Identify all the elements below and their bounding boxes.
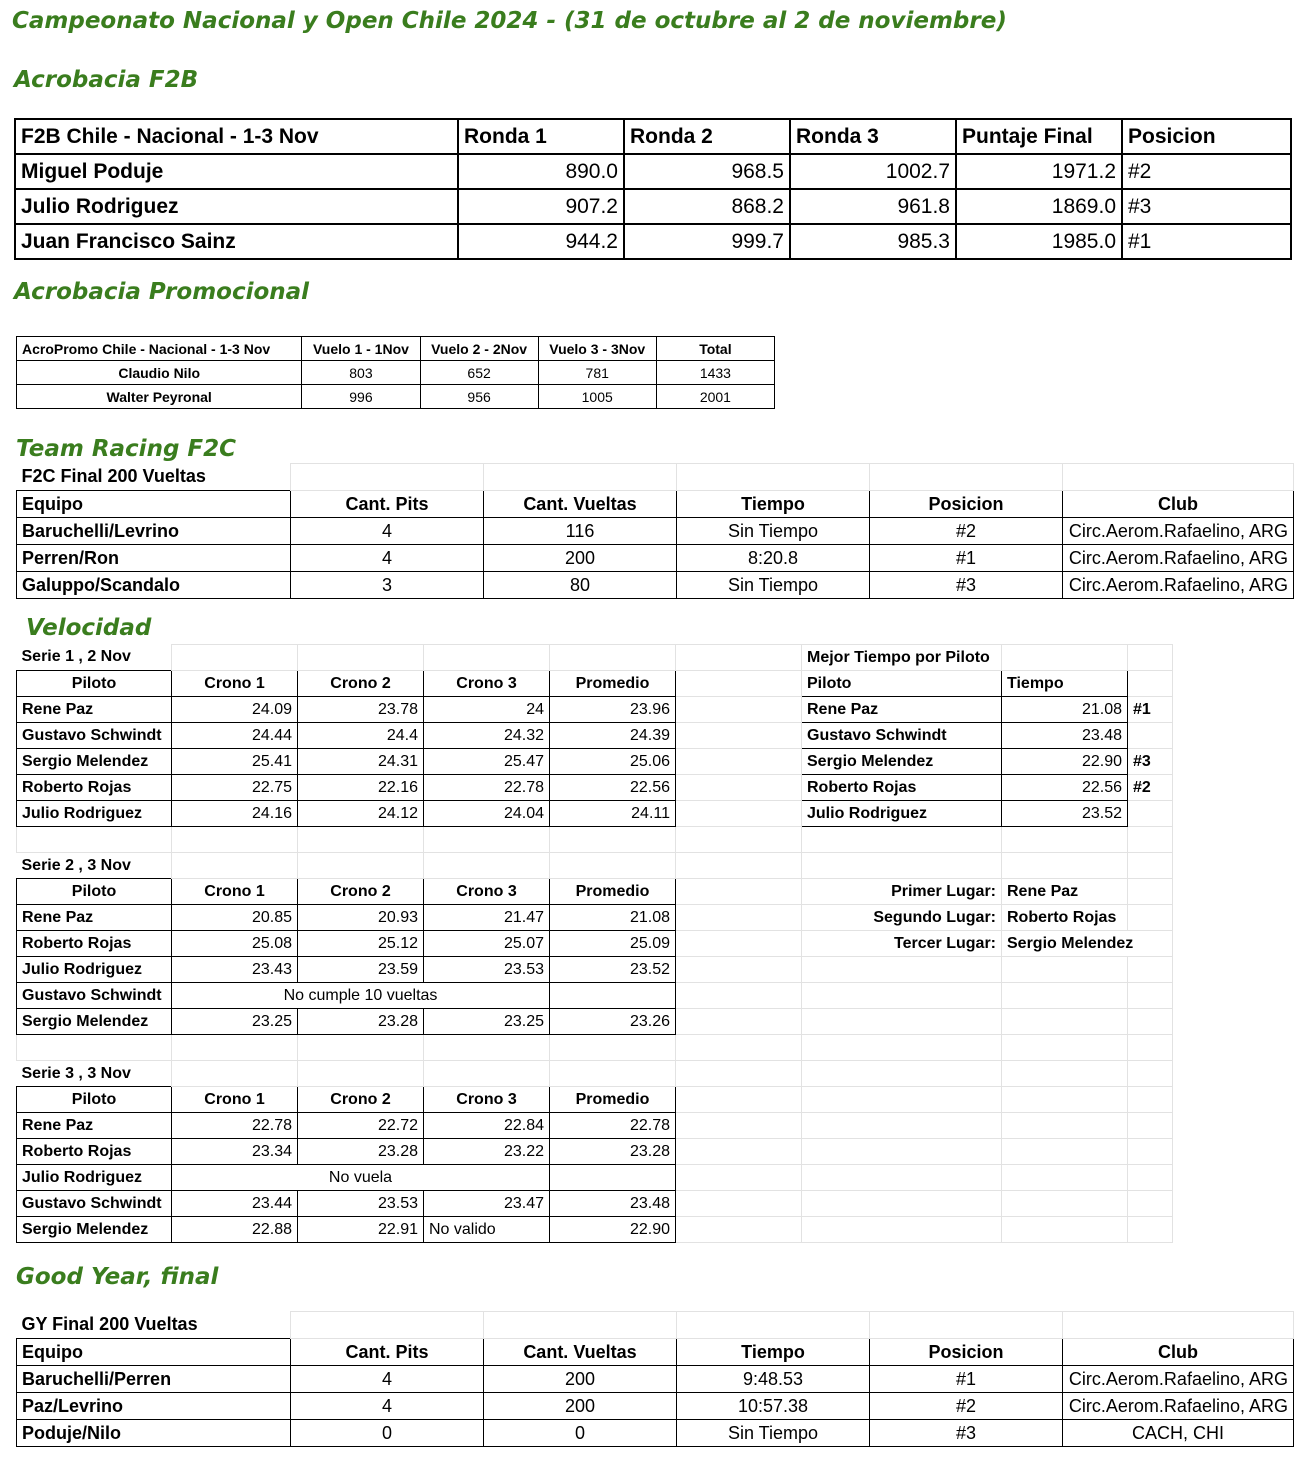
table-cell: 20.93 (298, 905, 424, 931)
table-cell: Julio Rodriguez (17, 957, 172, 983)
table-cell: 23.52 (550, 957, 676, 983)
table-cell: Circ.Aerom.Rafaelino, ARG (1063, 518, 1294, 545)
table-cell: #3 (870, 572, 1063, 599)
table-header-row (17, 491, 1294, 518)
table-caption: GY Final 200 Vueltas (21, 1314, 198, 1335)
podio-label: Primer Lugar: (802, 879, 1002, 905)
table-header-row (17, 1339, 1294, 1366)
table-cell: 23.96 (550, 697, 676, 723)
table-cell: Roberto Rojas (17, 1139, 172, 1165)
table-cell: Sergio Melendez (17, 1217, 172, 1243)
table-cell: 4 (291, 545, 484, 572)
table-cell: Rene Paz (802, 697, 1002, 723)
table-cell: Julio Rodriguez (802, 801, 1002, 827)
table-header-row (17, 337, 775, 361)
table-cell: 868.2 (624, 189, 790, 224)
table-cell: Claudio Nilo (17, 361, 302, 385)
table-cell: Rene Paz (17, 905, 172, 931)
promo-table (16, 336, 775, 409)
table-header: Promedio (550, 879, 676, 905)
table-header: Club (1063, 491, 1294, 518)
table-cell: 1002.7 (790, 154, 956, 189)
table-row (17, 801, 1173, 827)
table-cell: 24.44 (172, 723, 298, 749)
table-cell: 200 (484, 545, 677, 572)
table-cell: 4 (291, 518, 484, 545)
table-cell: 23.26 (550, 1009, 676, 1035)
table-header: Tiempo (677, 491, 870, 518)
table-row (17, 957, 1173, 983)
table-cell: 24.39 (550, 723, 676, 749)
table-cell: 23.28 (298, 1009, 424, 1035)
table-cell: 9:48.53 (677, 1366, 870, 1393)
table-cell: 25.09 (550, 931, 676, 957)
page-title: Campeonato Nacional y Open Chile 2024 - (31 de octubre al 2 de noviembre) (12, 8, 1007, 34)
table-row (17, 905, 1173, 931)
table-header: Crono 2 (298, 671, 424, 697)
table-cell: 21.08 (1002, 697, 1128, 723)
table-row (17, 749, 1173, 775)
table-header: F2B Chile - Nacional - 1-3 Nov (15, 119, 458, 154)
table-cell: 961.8 (790, 189, 956, 224)
table-header: Promedio (550, 671, 676, 697)
table-cell: 24.32 (424, 723, 550, 749)
table-header-row (15, 119, 1291, 154)
table-row (17, 1393, 1294, 1420)
section-heading-velocidad: Velocidad (26, 615, 152, 641)
table-cell: 24.31 (298, 749, 424, 775)
section-heading-f2b: Acrobacia F2B (14, 67, 199, 93)
table-cell: #1 (870, 545, 1063, 572)
table-header: Crono 3 (424, 1087, 550, 1113)
table-row (17, 1217, 1173, 1243)
table-cell: 968.5 (624, 154, 790, 189)
table-header: Piloto (802, 671, 1002, 697)
table-cell: 2001 (656, 385, 774, 409)
table-header: Vuelo 1 - 1Nov (302, 337, 420, 361)
table-header: Posicion (870, 1339, 1063, 1366)
table-cell: 20.85 (172, 905, 298, 931)
table-header: Equipo (17, 491, 291, 518)
table-cell: 24.09 (172, 697, 298, 723)
table-cell: Circ.Aerom.Rafaelino, ARG (1063, 1366, 1294, 1393)
section-heading-f2c: Team Racing F2C (16, 436, 237, 462)
table-cell: 3 (291, 572, 484, 599)
table-row (17, 723, 1173, 749)
table-row (15, 189, 1291, 224)
table-cell: #2 (1122, 154, 1291, 189)
table-header: AcroPromo Chile - Nacional - 1-3 Nov (17, 337, 302, 361)
velocidad-sheet (16, 644, 1173, 1243)
table-cell: 23.34 (172, 1139, 298, 1165)
serie2-caption: Serie 2 , 3 Nov (21, 856, 131, 874)
table-row (17, 1139, 1173, 1165)
table-cell: Circ.Aerom.Rafaelino, ARG (1063, 545, 1294, 572)
table-cell: 25.47 (424, 749, 550, 775)
table-header: Crono 2 (298, 1087, 424, 1113)
table-cell: 23.48 (550, 1191, 676, 1217)
table-row (17, 931, 1173, 957)
table-cell: Sin Tiempo (677, 572, 870, 599)
table-cell: 116 (484, 518, 677, 545)
table-header: Piloto (17, 879, 172, 905)
table-cell: 23.52 (1002, 801, 1128, 827)
table-header: Posicion (870, 491, 1063, 518)
table-header: Vuelo 3 - 3Nov (538, 337, 656, 361)
table-cell: 25.07 (424, 931, 550, 957)
table-cell: Poduje/Nilo (17, 1420, 291, 1447)
table-cell: 0 (484, 1420, 677, 1447)
table-cell: Sin Tiempo (677, 518, 870, 545)
podio-label: Segundo Lugar: (802, 905, 1002, 931)
table-cell: Juan Francisco Sainz (15, 224, 458, 259)
table-cell: 23.43 (172, 957, 298, 983)
table-header: Posicion (1122, 119, 1291, 154)
section-heading-promo: Acrobacia Promocional (14, 279, 310, 305)
table-cell: 23.28 (550, 1139, 676, 1165)
table-cell: 23.53 (298, 1191, 424, 1217)
table-cell: #3 (1122, 189, 1291, 224)
table-cell: Perren/Ron (17, 545, 291, 572)
table-header: Crono 1 (172, 879, 298, 905)
f2c-table (16, 463, 1294, 599)
table-cell: 1869.0 (956, 189, 1122, 224)
table-cell: 24 (424, 697, 550, 723)
table-row (15, 224, 1291, 259)
table-header: Club (1063, 1339, 1294, 1366)
rank-label: #2 (1128, 775, 1173, 801)
mejor-caption: Mejor Tiempo por Piloto (802, 645, 1002, 671)
table-cell: 956 (420, 385, 538, 409)
table-row (17, 361, 775, 385)
table-row (17, 983, 1173, 1009)
table-header: Cant. Vueltas (484, 491, 677, 518)
table-cell: 907.2 (458, 189, 624, 224)
table-row (17, 1113, 1173, 1139)
table-header: Crono 2 (298, 879, 424, 905)
table-header: Vuelo 2 - 2Nov (420, 337, 538, 361)
table-cell: 10:57.38 (677, 1393, 870, 1420)
section-heading-gy: Good Year, final (16, 1264, 219, 1290)
table-cell: 0 (291, 1420, 484, 1447)
table-caption: F2C Final 200 Vueltas (21, 466, 206, 487)
table-cell: 24.12 (298, 801, 424, 827)
table-header: Cant. Pits (291, 1339, 484, 1366)
table-cell: Sergio Melendez (17, 749, 172, 775)
table-cell: 1005 (538, 385, 656, 409)
table-cell: Gustavo Schwindt (17, 723, 172, 749)
table-header: Total (656, 337, 774, 361)
table-header: Ronda 2 (624, 119, 790, 154)
table-cell: #2 (870, 518, 1063, 545)
table-cell: 23.25 (172, 1009, 298, 1035)
podio-label: Tercer Lugar: (802, 931, 1002, 957)
table-cell: Julio Rodriguez (15, 189, 458, 224)
table-cell: 25.08 (172, 931, 298, 957)
table-cell: 25.12 (298, 931, 424, 957)
table-header: Crono 3 (424, 879, 550, 905)
table-cell-note: No cumple 10 vueltas (172, 983, 550, 1009)
table-cell: Gustavo Schwindt (17, 983, 172, 1009)
table-cell: No valido (424, 1217, 550, 1243)
table-cell: 22.72 (298, 1113, 424, 1139)
table-cell: Julio Rodriguez (17, 1165, 172, 1191)
table-row (17, 775, 1173, 801)
rank-label (1128, 801, 1173, 827)
table-row (17, 545, 1294, 572)
table-header: Crono 3 (424, 671, 550, 697)
table-cell: 23.48 (1002, 723, 1128, 749)
table-cell: 944.2 (458, 224, 624, 259)
table-cell: Rene Paz (17, 697, 172, 723)
table-cell: 23.78 (298, 697, 424, 723)
table-cell: 200 (484, 1393, 677, 1420)
rank-label: #1 (1128, 697, 1173, 723)
table-cell: 22.56 (550, 775, 676, 801)
table-cell: Circ.Aerom.Rafaelino, ARG (1063, 1393, 1294, 1420)
table-header: Ronda 1 (458, 119, 624, 154)
table-cell: 22.75 (172, 775, 298, 801)
table-cell: Baruchelli/Perren (17, 1366, 291, 1393)
table-cell: Baruchelli/Levrino (17, 518, 291, 545)
table-cell: CACH, CHI (1063, 1420, 1294, 1447)
table-row (17, 1165, 1173, 1191)
table-cell: 22.90 (550, 1217, 676, 1243)
table-cell: 22.84 (424, 1113, 550, 1139)
table-cell: 4 (291, 1393, 484, 1420)
table-cell: 781 (538, 361, 656, 385)
table-cell: 23.25 (424, 1009, 550, 1035)
table-cell: Gustavo Schwindt (17, 1191, 172, 1217)
table-cell: 25.06 (550, 749, 676, 775)
table-caption-row (17, 1312, 1294, 1339)
table-header: Promedio (550, 1087, 676, 1113)
table-header: Piloto (17, 1087, 172, 1113)
serie3-caption: Serie 3 , 3 Nov (21, 1064, 131, 1082)
table-row (17, 572, 1294, 599)
table-cell: Sin Tiempo (677, 1420, 870, 1447)
table-header: Crono 1 (172, 671, 298, 697)
table-cell: Walter Peyronal (17, 385, 302, 409)
table-cell: 80 (484, 572, 677, 599)
table-cell: 22.78 (424, 775, 550, 801)
table-row (17, 697, 1173, 723)
f2b-table (14, 118, 1292, 260)
table-cell: Julio Rodriguez (17, 801, 172, 827)
table-cell: 803 (302, 361, 420, 385)
table-header: Puntaje Final (956, 119, 1122, 154)
table-cell: 23.53 (424, 957, 550, 983)
table-cell: 1985.0 (956, 224, 1122, 259)
table-row (17, 1191, 1173, 1217)
table-cell: 23.22 (424, 1139, 550, 1165)
table-cell: 21.47 (424, 905, 550, 931)
table-cell: 23.47 (424, 1191, 550, 1217)
podio-value: Rene Paz (1002, 879, 1128, 905)
table-cell: 985.3 (790, 224, 956, 259)
table-caption-row (17, 464, 1294, 491)
table-row (17, 385, 775, 409)
table-cell: 22.88 (172, 1217, 298, 1243)
table-cell: 22.56 (1002, 775, 1128, 801)
table-header: Tiempo (677, 1339, 870, 1366)
table-cell: Miguel Poduje (15, 154, 458, 189)
table-row (15, 154, 1291, 189)
table-row (17, 518, 1294, 545)
table-cell: 25.41 (172, 749, 298, 775)
table-cell: Galuppo/Scandalo (17, 572, 291, 599)
table-cell: Sergio Melendez (17, 1009, 172, 1035)
table-cell: Gustavo Schwindt (802, 723, 1002, 749)
table-cell: Roberto Rojas (802, 775, 1002, 801)
table-cell: 4 (291, 1366, 484, 1393)
table-cell: 24.04 (424, 801, 550, 827)
table-cell: #1 (1122, 224, 1291, 259)
table-cell: Paz/Levrino (17, 1393, 291, 1420)
table-cell: 890.0 (458, 154, 624, 189)
table-cell: Sergio Melendez (802, 749, 1002, 775)
table-cell: 8:20.8 (677, 545, 870, 572)
table-cell: 22.78 (550, 1113, 676, 1139)
table-header: Tiempo (1002, 671, 1128, 697)
table-header: Ronda 3 (790, 119, 956, 154)
table-header: Equipo (17, 1339, 291, 1366)
table-header: Crono 1 (172, 1087, 298, 1113)
table-cell: Circ.Aerom.Rafaelino, ARG (1063, 572, 1294, 599)
podio-value: Roberto Rojas (1002, 905, 1128, 931)
table-cell: 200 (484, 1366, 677, 1393)
table-cell: #3 (870, 1420, 1063, 1447)
table-cell: 23.44 (172, 1191, 298, 1217)
table-row (17, 1420, 1294, 1447)
table-cell-note: No vuela (172, 1165, 550, 1191)
table-cell: #2 (870, 1393, 1063, 1420)
table-cell: 23.28 (298, 1139, 424, 1165)
table-cell: Roberto Rojas (17, 775, 172, 801)
table-header: Cant. Pits (291, 491, 484, 518)
table-cell: 22.91 (298, 1217, 424, 1243)
table-cell: #1 (870, 1366, 1063, 1393)
serie1-caption: Serie 1 , 2 Nov (21, 648, 131, 666)
table-cell: 996 (302, 385, 420, 409)
table-cell: 22.90 (1002, 749, 1128, 775)
gy-table (16, 1311, 1294, 1447)
rank-label: #3 (1128, 749, 1173, 775)
table-cell: 1971.2 (956, 154, 1122, 189)
table-cell: 21.08 (550, 905, 676, 931)
table-header: Cant. Vueltas (484, 1339, 677, 1366)
table-cell: 24.4 (298, 723, 424, 749)
podio-value: Sergio Melendez (1002, 931, 1173, 957)
table-header: Piloto (17, 671, 172, 697)
table-cell: 22.78 (172, 1113, 298, 1139)
table-cell: 22.16 (298, 775, 424, 801)
table-cell: Roberto Rojas (17, 931, 172, 957)
table-cell: 24.16 (172, 801, 298, 827)
table-cell: Rene Paz (17, 1113, 172, 1139)
table-row (17, 1009, 1173, 1035)
table-cell: 999.7 (624, 224, 790, 259)
rank-label (1128, 723, 1173, 749)
table-cell: 23.59 (298, 957, 424, 983)
table-cell: 652 (420, 361, 538, 385)
table-cell: 24.11 (550, 801, 676, 827)
table-row (17, 1366, 1294, 1393)
table-cell: 1433 (656, 361, 774, 385)
